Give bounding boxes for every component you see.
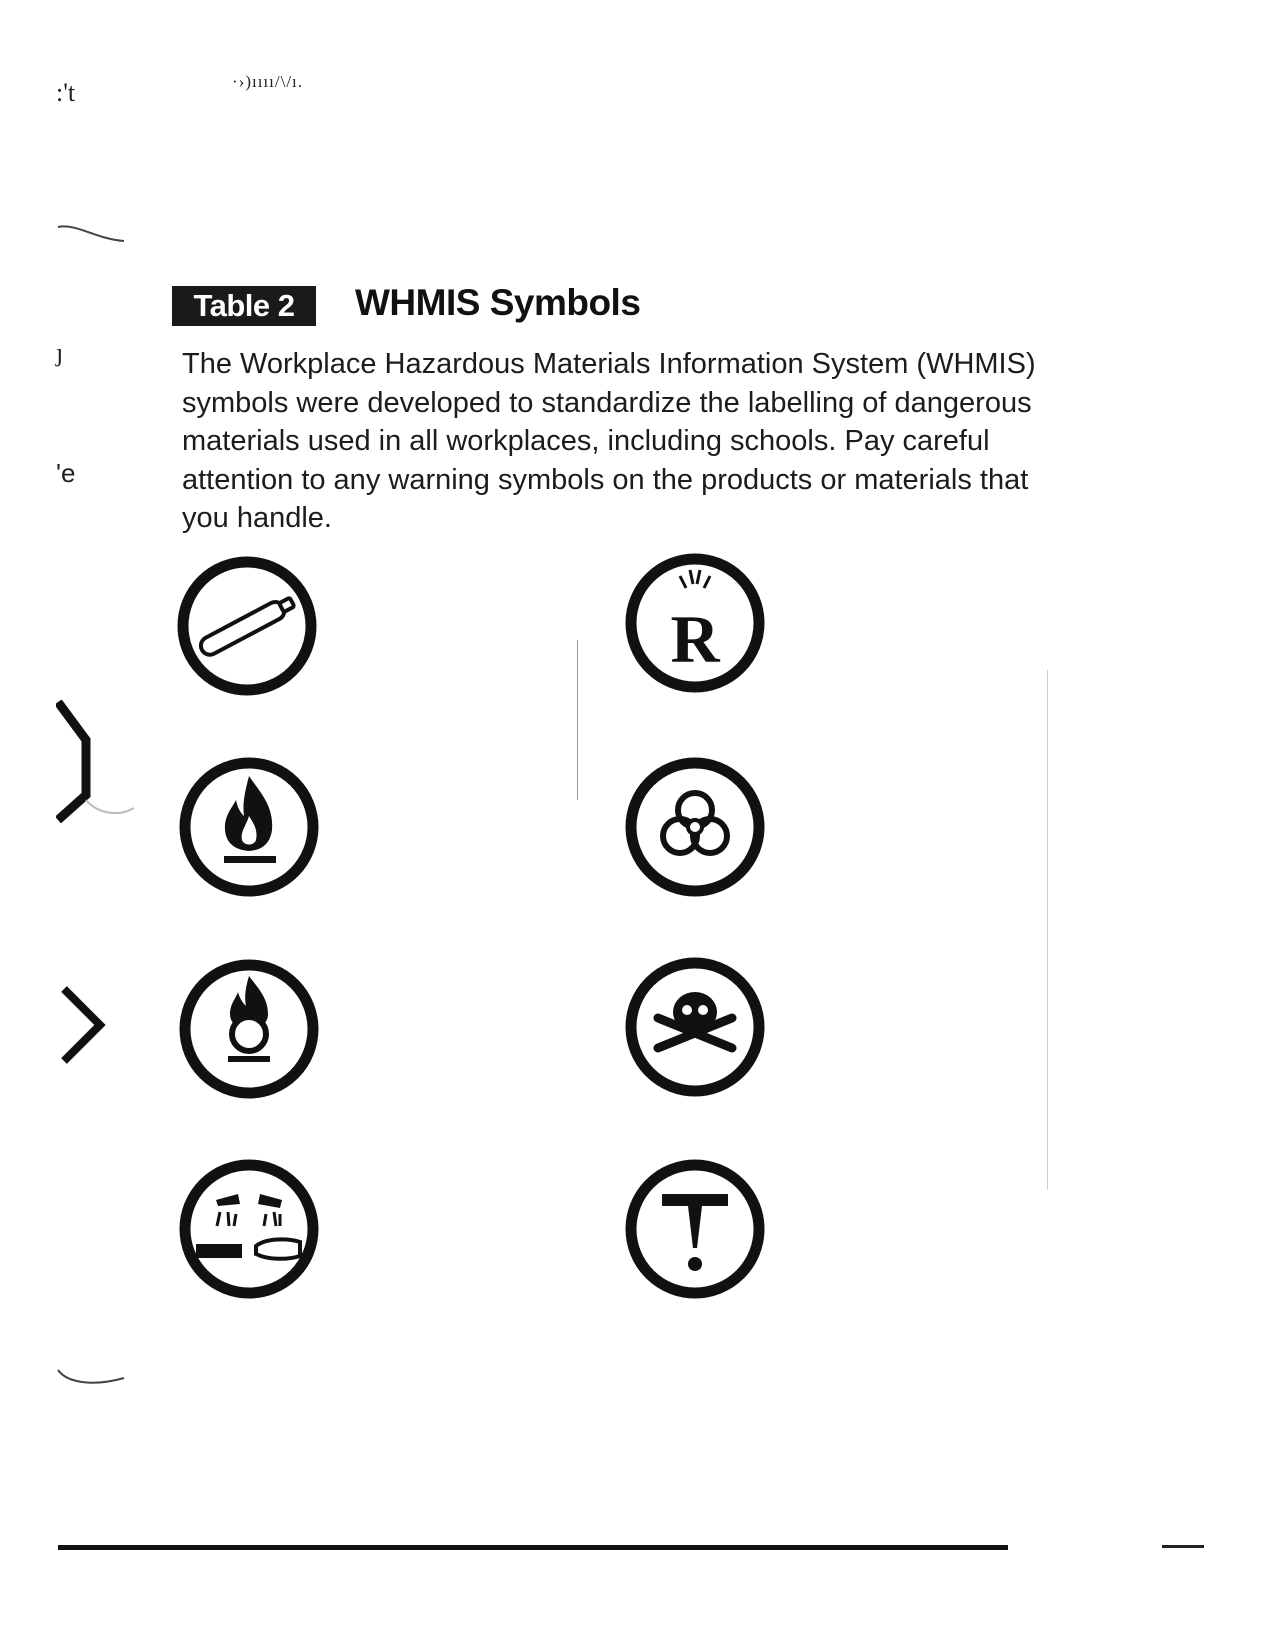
corner-rule (1162, 1545, 1204, 1548)
dangerously-reactive-symbol (622, 550, 768, 696)
reactive-letter: R (670, 601, 720, 677)
poisonous-immediate-symbol (622, 954, 768, 1100)
oxidizing-icon (176, 956, 322, 1102)
faint-fold-line (577, 640, 578, 800)
compressed-gas-icon (174, 553, 320, 699)
edge-chevron-upper-icon (56, 700, 136, 830)
poisonous-immediate-icon (622, 954, 768, 1100)
flammable-symbol (176, 754, 322, 900)
poisonous-other-symbol (622, 1156, 768, 1302)
table-title: WHMIS Symbols (355, 282, 641, 323)
corrosive-symbol (176, 1156, 322, 1302)
biohazard-symbol (622, 754, 768, 900)
dangerously-reactive-icon (622, 550, 768, 696)
edge-swoosh-top-icon (56, 215, 126, 245)
poisonous-other-icon (622, 1156, 768, 1302)
scan-fragment-top-center: ·›)ıııı/\/ı. (232, 72, 304, 91)
scan-fragment-left-d: ȷ (56, 338, 64, 367)
scan-fragment-top-left: :'t (56, 78, 76, 107)
edge-swoosh-bottom-icon (56, 1362, 126, 1392)
compressed-gas-symbol (174, 553, 320, 699)
flammable-icon (176, 754, 322, 900)
edge-chevron-lower-icon (60, 985, 110, 1065)
faint-fold-line-right (1047, 670, 1048, 1190)
table-intro-paragraph: The Workplace Hazardous Materials Information System (WHMIS) symbols were developed to standardize the labelling of dangerous materials used in all workplaces, including schools. Pay careful attention to any warning symbols on the products or materials that you handle. (182, 348, 1036, 534)
table-number-badge: Table 2 (172, 286, 316, 326)
biohazard-icon (622, 754, 768, 900)
corrosive-icon (176, 1156, 322, 1302)
bottom-rule (58, 1545, 1008, 1550)
scan-fragment-left-e: 'e (56, 458, 76, 488)
oxidizing-symbol (176, 956, 322, 1102)
